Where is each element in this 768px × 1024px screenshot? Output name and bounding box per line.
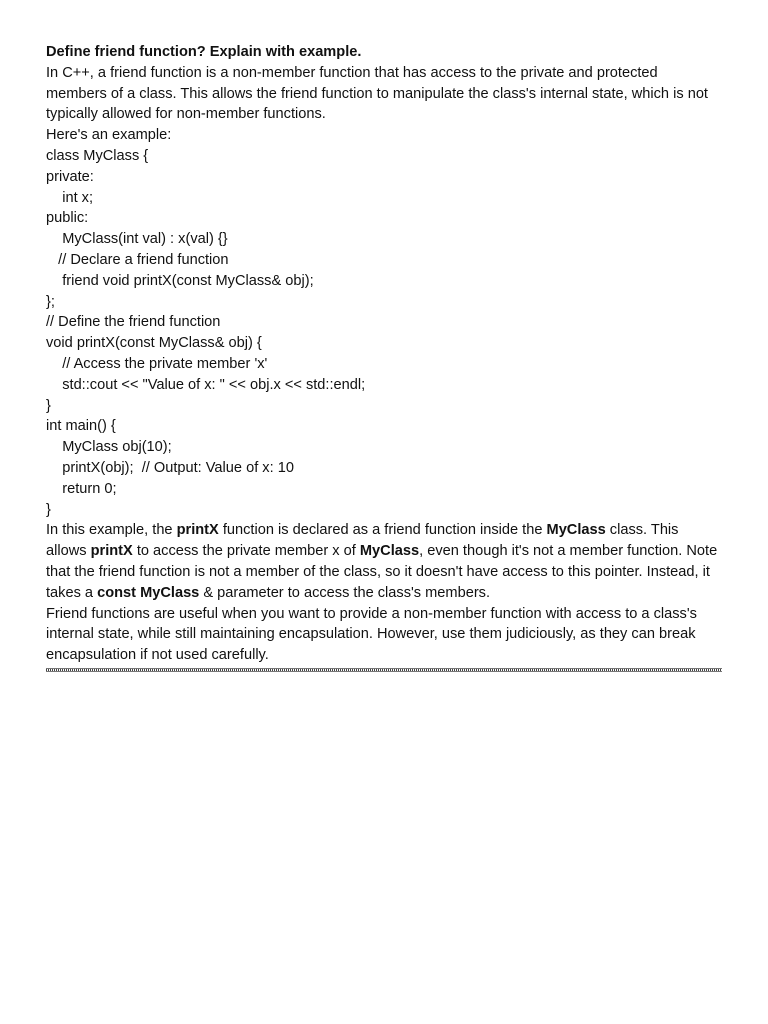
- code-line: }: [46, 397, 51, 414]
- bold-term: MyClass: [359, 543, 420, 560]
- intro-paragraph: In C++, a friend function is a non-member function that has access to the private and protected members of a class. This allows the friend function to manipulate the class's internal state, which is not typically allowed for non-member functions.: [46, 64, 708, 123]
- code-line: public:: [46, 210, 89, 227]
- code-line: }: [46, 501, 51, 518]
- explanation-text: , even though it's not a member function. Note that the friend function is not a member of the class, so it doesn't have access to this pointer. Instead, it takes a: [46, 543, 718, 601]
- code-line: class MyClass {: [46, 147, 149, 164]
- explanation-text: & parameter to access the class's members.: [199, 584, 491, 601]
- closing-paragraph: Friend functions are useful when you want to provide a non-member function with access to a class's internal state, while still maintaining encapsulation. However, use them judiciously, as they can break encapsulation if not used carefully.: [46, 605, 697, 664]
- code-line: private:: [46, 168, 94, 185]
- example-label: Here's an example:: [46, 127, 172, 144]
- code-line: // Declare a friend function: [46, 251, 229, 268]
- bold-term: MyClass: [546, 522, 606, 539]
- code-line: std::cout << "Value of x: " << obj.x << std::endl;: [46, 376, 366, 393]
- code-line: // Define the friend function: [46, 314, 221, 331]
- bold-term: printX: [176, 522, 219, 539]
- code-line: int x;: [46, 189, 94, 206]
- code-line: };: [46, 293, 55, 310]
- horizontal-divider: [46, 668, 722, 672]
- explanation-paragraph: [46, 520, 722, 603]
- explanation-text: function is declared as a friend function inside the: [218, 522, 547, 539]
- code-line: MyClass obj(10);: [46, 439, 172, 456]
- code-line: int main() {: [46, 418, 116, 435]
- bold-term: printX: [90, 543, 133, 560]
- code-line: printX(obj); // Output: Value of x: 10: [46, 459, 294, 476]
- code-line: void printX(const MyClass& obj) {: [46, 335, 262, 352]
- document-title: Define friend function? Explain with example.: [46, 44, 362, 60]
- code-line: return 0;: [46, 480, 117, 497]
- explanation-text: class. This allows: [46, 522, 679, 560]
- explanation-text: to access the private member x of: [132, 543, 360, 560]
- bold-term: const MyClass: [97, 584, 200, 601]
- explanation-text: In this example, the: [46, 522, 177, 539]
- code-example: [46, 146, 722, 520]
- code-line: friend void printX(const MyClass& obj);: [46, 272, 314, 289]
- code-line: MyClass(int val) : x(val) {}: [46, 231, 228, 248]
- code-line: // Access the private member 'x': [46, 355, 268, 372]
